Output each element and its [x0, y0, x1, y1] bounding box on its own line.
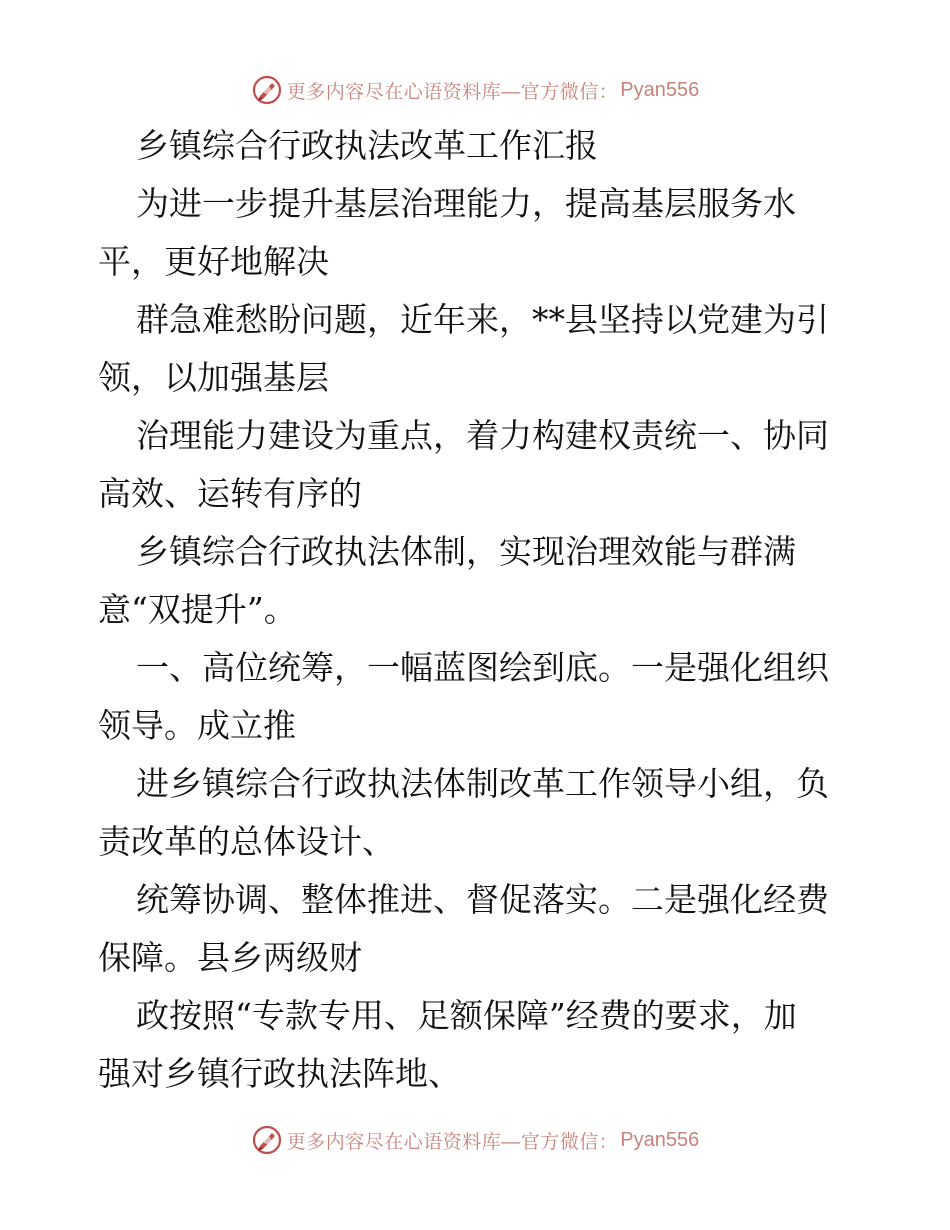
paragraph-line: 领导。成立推 [98, 706, 296, 745]
paragraph-line: 保障。县乡两级财 [98, 938, 362, 977]
document-body [98, 117, 858, 1103]
paragraph-line: 强对乡镇行政执法阵地、 [98, 1054, 461, 1093]
watermark-wechat-id: Pyan556 [620, 78, 700, 101]
watermark-wechat-id: Pyan556 [620, 1128, 700, 1151]
watermark-text: 更多内容尽在心语资料库—官方微信： [286, 1131, 619, 1153]
pen-logo-icon [251, 1124, 283, 1156]
watermark-header [0, 72, 950, 108]
paragraph-line: 高效、运转有序的 [98, 474, 362, 513]
paragraph-line: 治理能力建设为重点，着力构建权责统一、协同 [136, 416, 829, 455]
paragraph-line: 统筹协调、整体推进、督促落实。二是强化经费 [136, 880, 829, 919]
paragraph-line: 为进一步提升基层治理能力，提高基层服务水 [136, 184, 796, 223]
watermark-footer [0, 1122, 950, 1158]
paragraph-line: 责改革的总体设计、 [98, 822, 395, 861]
paragraph-line: 群急难愁盼问题，近年来，**县坚持以党建为引 [136, 300, 829, 339]
document-title: 乡镇综合行政执法改革工作汇报 [136, 126, 598, 165]
paragraph-line: 领，以加强基层 [98, 358, 329, 397]
paragraph-line: 乡镇综合行政执法体制，实现治理效能与群满 [136, 532, 796, 571]
paragraph-line: 平，更好地解决 [98, 242, 329, 281]
paragraph-line: 一、高位统筹，一幅蓝图绘到底。一是强化组织 [136, 648, 829, 687]
paragraph-line: 政按照“专款专用、足额保障”经费的要求，加 [136, 996, 797, 1035]
paragraph-line: 意“双提升”。 [98, 590, 297, 629]
watermark-text: 更多内容尽在心语资料库—官方微信： [286, 81, 619, 103]
paragraph-line: 进乡镇综合行政执法体制改革工作领导小组，负 [136, 764, 829, 803]
pen-logo-icon [251, 74, 283, 106]
